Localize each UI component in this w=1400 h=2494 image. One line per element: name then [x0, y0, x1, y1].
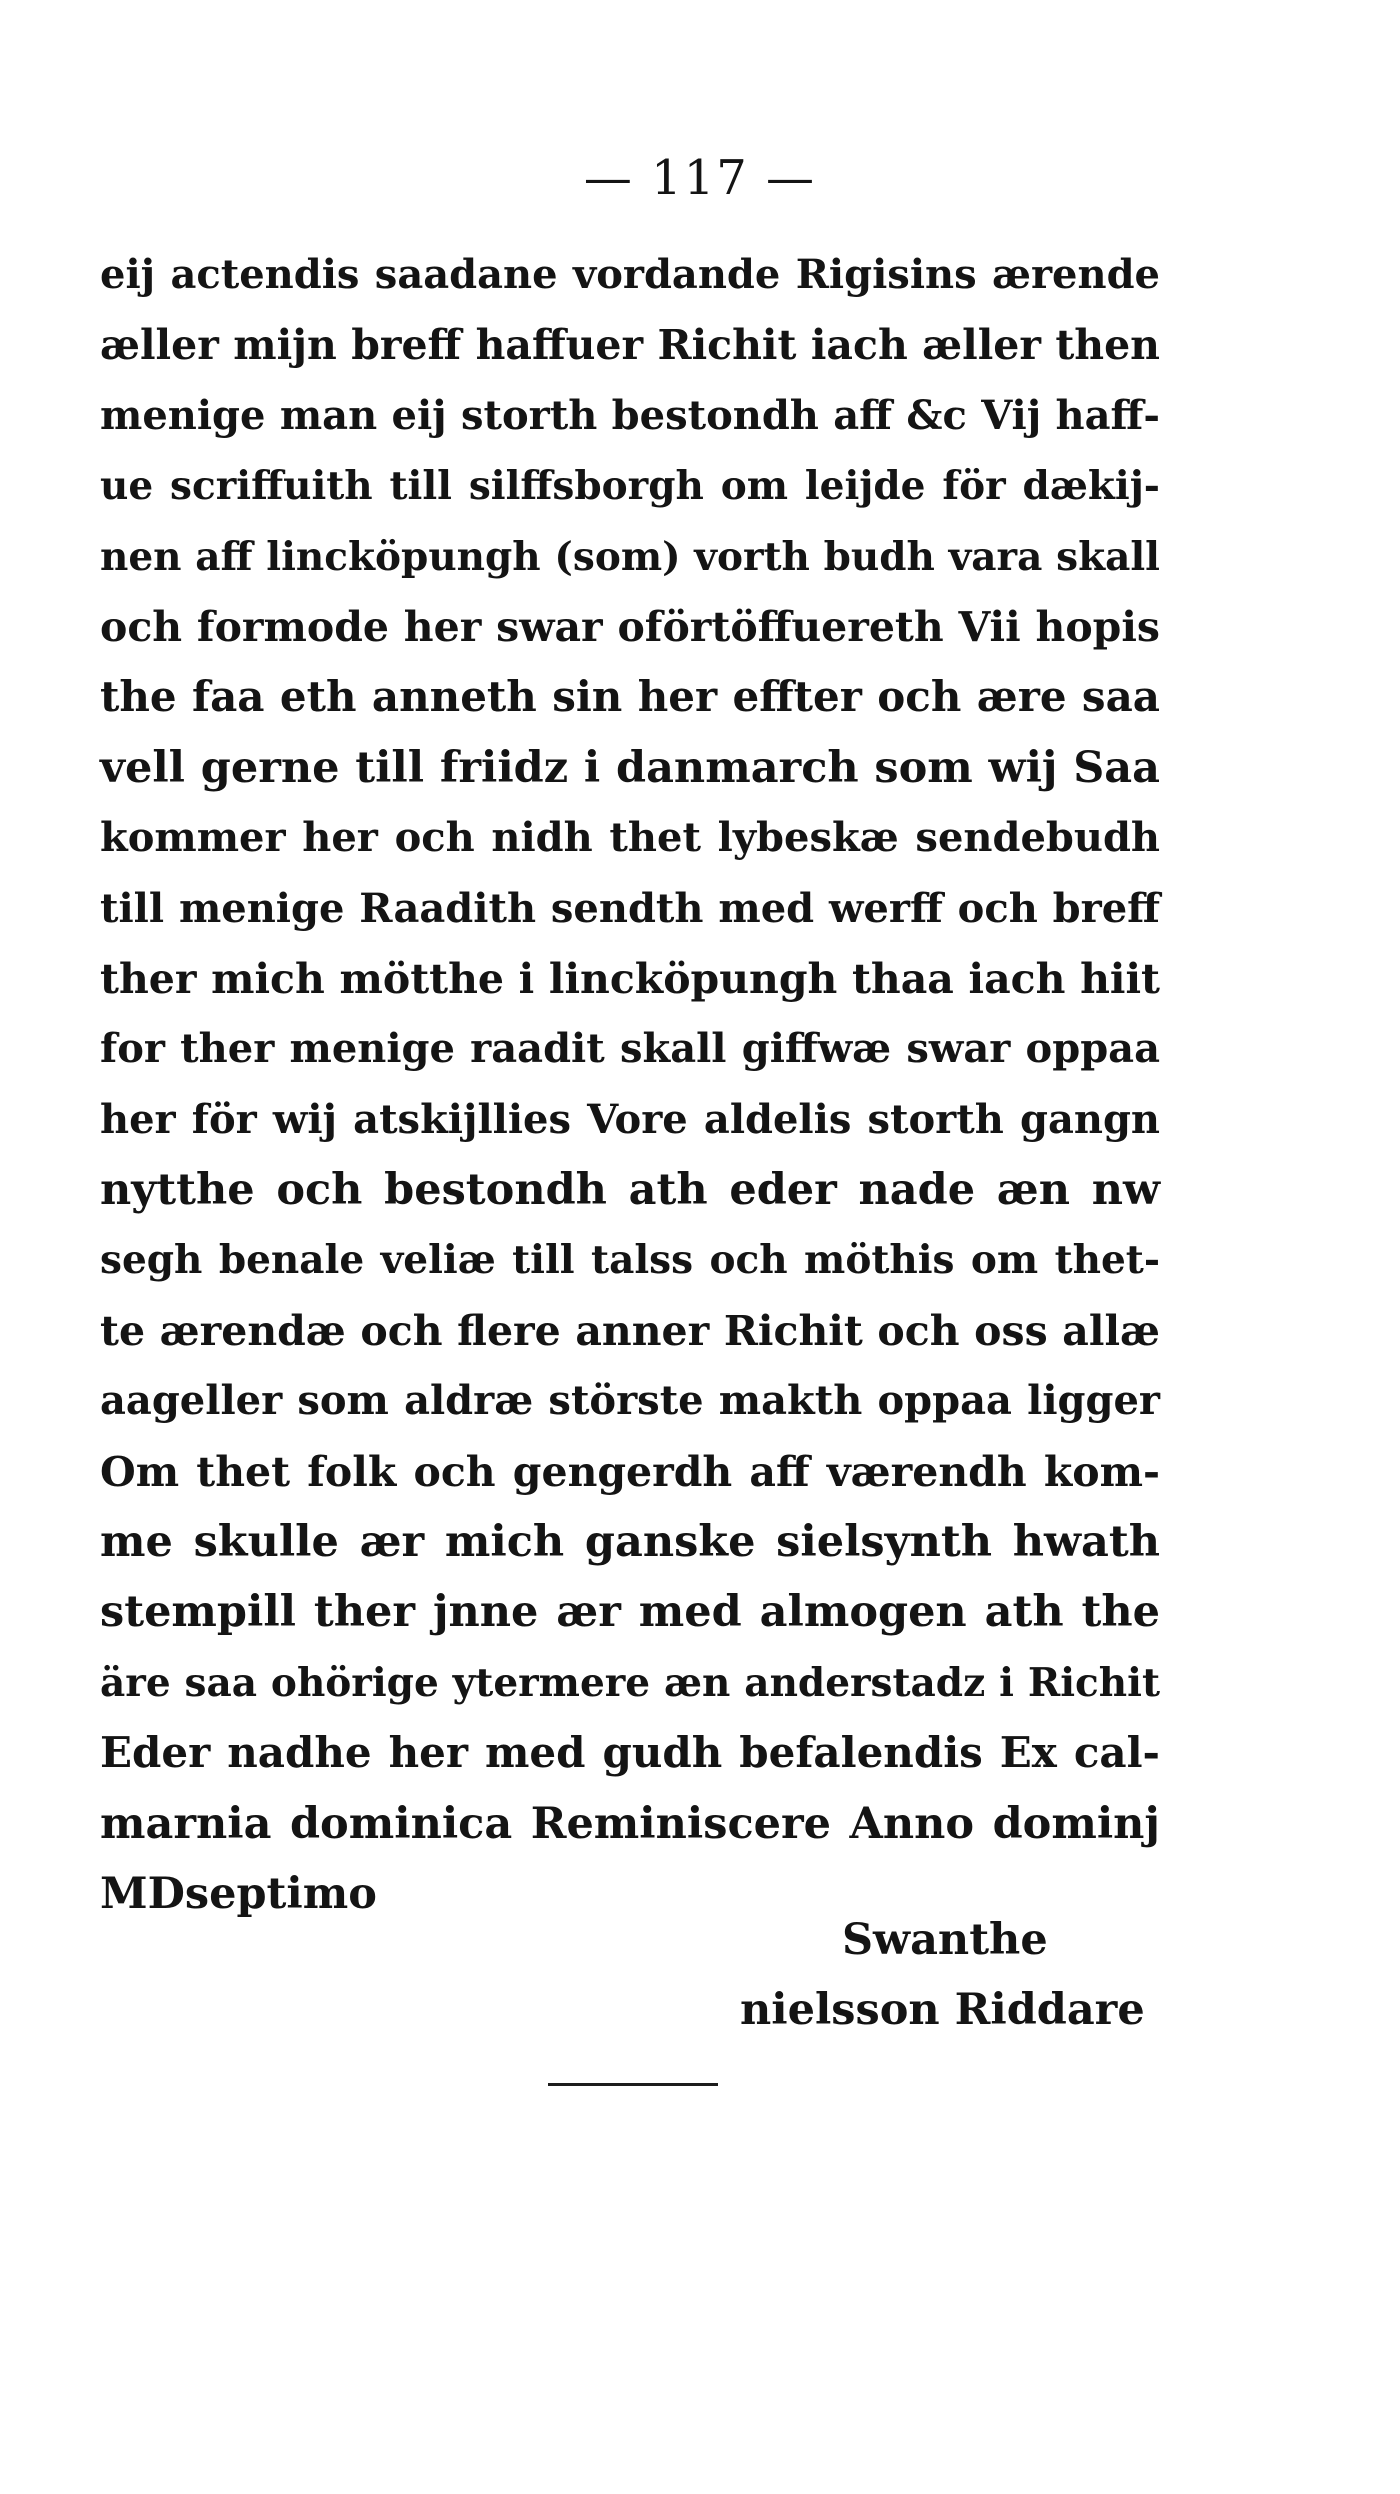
text-line: kommer her och nidh thet lybeskæ sendebudh	[100, 814, 1160, 862]
text-line: menige man eij storth bestondh aff &c Vij haff-	[100, 391, 1160, 439]
text-line: äre saa ohörige ytermere æn anderstadz i Richit	[100, 1659, 1160, 1706]
text-line: nen aff linckӧpungh (som) vorth budh vara skall	[100, 533, 1160, 580]
text-line: for ther menige raadit skall giffwæ swar oppaa	[100, 1025, 1160, 1073]
text-line: segh benale veliæ till talss och möthis om thet-	[100, 1237, 1160, 1284]
text-line: MDseptimo	[100, 1868, 377, 1919]
text-line: och formode her swar oförtöffuereth Vii hopis	[100, 602, 1160, 651]
letter-body	[100, 240, 1160, 1929]
text-line: Om thet folk och gengerdh aff værendh kom-	[100, 1447, 1160, 1496]
text-line: vell gerne till friidz i danmarch som wij Saa	[100, 742, 1160, 793]
text-line: nytthe och bestondh ath eder nade æn nw	[100, 1165, 1160, 1216]
signature-first-name: Swanthe	[842, 1915, 1048, 1965]
text-line: ther mich mötthe i linckӧpungh thaa iach hiit	[100, 954, 1160, 1003]
text-line: the faa eth anneth sin her effter och ære saa	[100, 672, 1160, 722]
text-line: aageller som aldræ störste makth oppaa ligger	[100, 1377, 1160, 1425]
text-line: ue scriffuith till silffsborgh om leijde för dækij-	[100, 463, 1160, 510]
section-divider	[548, 2083, 718, 2086]
text-line: æller mijn breff haffuer Richit iach æller then	[100, 321, 1160, 370]
text-line: till menige Raadith sendth med werff och breff	[100, 884, 1160, 932]
text-line: her för wij atskijllies Vore aldelis storth gangn	[100, 1095, 1160, 1143]
text-line: eij actendis saadane vordande Rigisins ærende	[100, 251, 1160, 298]
signature-block	[740, 1905, 1160, 2045]
text-line: me skulle ær mich ganske sielsynth hwath	[100, 1517, 1160, 1568]
page-number: — 117 —	[583, 150, 817, 206]
text-line: Eder nadhe her med gudh befalendis Ex cal-	[100, 1728, 1160, 1778]
text-line: stempill ther jnne ær med almogen ath the	[100, 1587, 1160, 1638]
signature-surname-title: nielsson Riddare	[740, 1985, 1145, 2035]
text-line: marnia dominica Reminiscere Anno dominj	[100, 1798, 1160, 1849]
text-line: te ærendæ och flere anner Richit och oss allæ	[100, 1306, 1160, 1355]
